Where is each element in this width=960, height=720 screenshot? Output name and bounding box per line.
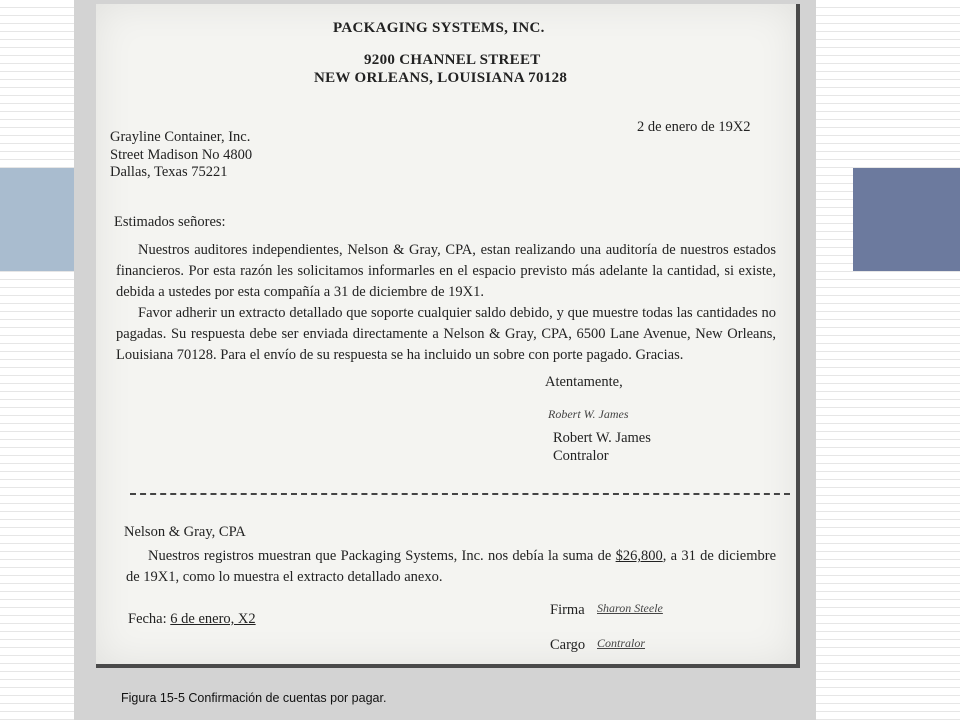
body-paragraph-1: Nuestros auditores independientes, Nelson & Gray, CPA, estan realizando una auditoría de nuestros estados financieros. Por esta razón les solicitamos informarles en el espacio previsto más adelante la cantidad, si existe, debida a ustedes por esta compañía a 31 de diciembre de 19X1.: [116, 242, 776, 300]
signer-title: Contralor: [553, 448, 609, 464]
reply-addressee: Nelson & Gray, CPA: [124, 524, 246, 540]
reply-amount: $26,800: [615, 548, 663, 564]
letterhead-city: NEW ORLEANS, LOUISIANA 70128: [314, 70, 568, 86]
signer-name: Robert W. James: [553, 430, 651, 446]
recipient-city: Dallas, Texas 75221: [110, 164, 228, 180]
letter-body: [116, 240, 776, 366]
reply-date-label: Fecha:: [128, 611, 167, 627]
recipient-street: Street Madison No 4800: [110, 147, 253, 163]
cargo-label: Cargo: [550, 637, 586, 653]
decorative-band-right: [853, 168, 960, 271]
reply-date-value: 6 de enero, X2: [170, 611, 256, 627]
firma-label: Firma: [550, 602, 585, 618]
letter-date: 2 de enero de 19X2: [637, 119, 751, 135]
salutation: Estimados señores:: [114, 214, 226, 230]
tear-off-line: [130, 493, 790, 495]
recipient-name: Grayline Container, Inc.: [110, 129, 251, 145]
letterhead-company: PACKAGING SYSTEMS, INC.: [333, 20, 545, 36]
reply-text-after: , a 31 de diciembre de 19X1, como lo muestra el extracto detallado anexo.: [126, 548, 777, 585]
signature: Robert W. James: [548, 407, 629, 421]
reply-text-before: Nuestros registros muestran que Packaging Systems, Inc. nos debía la suma de: [148, 548, 616, 564]
decorative-band-left: [0, 168, 74, 271]
reply-date: [128, 609, 256, 630]
cargo-value: Contralor: [597, 636, 646, 650]
body-paragraph-2: Favor adherir un extracto detallado que soporte cualquier saldo debido, y que muestre todas las cantidades no pagadas. Su respuesta debe ser enviada directamente a Nelson & Gray, CPA, 6500 Lane Avenue, New Orleans, Louisiana 70128. Para el envío de su respuesta se ha incluido un sobre con porte pagado. Gracias.: [116, 305, 776, 363]
reply-text: [126, 546, 776, 588]
letterhead-street: 9200 CHANNEL STREET: [364, 52, 541, 68]
valediction: Atentamente,: [545, 374, 623, 390]
figure-caption: Figura 15-5 Confirmación de cuentas por pagar.: [121, 691, 387, 705]
firma-signature: Sharon Steele: [597, 601, 663, 615]
